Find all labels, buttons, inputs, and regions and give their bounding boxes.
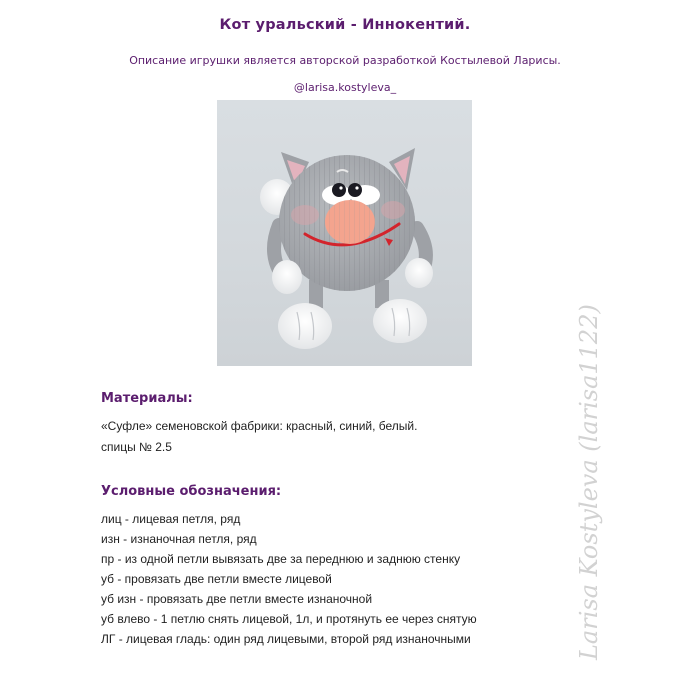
author-description: Описание игрушки является авторской разработкой Костылевой Ларисы. — [129, 54, 561, 67]
toy-photo — [217, 100, 472, 366]
legend-line: ЛГ - лицевая гладь: один ряд лицевыми, второй ряд изнаночными — [101, 632, 471, 646]
materials-line: «Суфле» семеновской фабрики: красный, синий, белый. — [101, 419, 418, 433]
author-watermark: Larisa Kostyleva (larisa1122) — [575, 304, 603, 660]
author-handle: @larisa.kostyleva_ — [293, 81, 397, 94]
legend-line: уб изн - провязать две петли вместе изнаночной — [101, 592, 373, 606]
legend-line: уб - провязать две петли вместе лицевой — [101, 572, 332, 586]
knitted-cat-illustration — [217, 100, 472, 366]
page-title: Кот уральский - Иннокентий. — [219, 17, 471, 33]
legend-line: пр - из одной петли вывязать две за переднюю и заднюю стенку — [101, 552, 461, 566]
materials-heading: Материалы: — [101, 391, 193, 406]
legend-line: изн - изнаночная петля, ряд — [101, 532, 257, 546]
legend-line: уб влево - 1 петлю снять лицевой, 1л, и протянуть ее через снятую — [101, 612, 477, 626]
materials-line: спицы № 2.5 — [101, 440, 172, 454]
legend-heading: Условные обозначения: — [101, 484, 282, 499]
legend-line: лиц - лицевая петля, ряд — [101, 512, 241, 526]
